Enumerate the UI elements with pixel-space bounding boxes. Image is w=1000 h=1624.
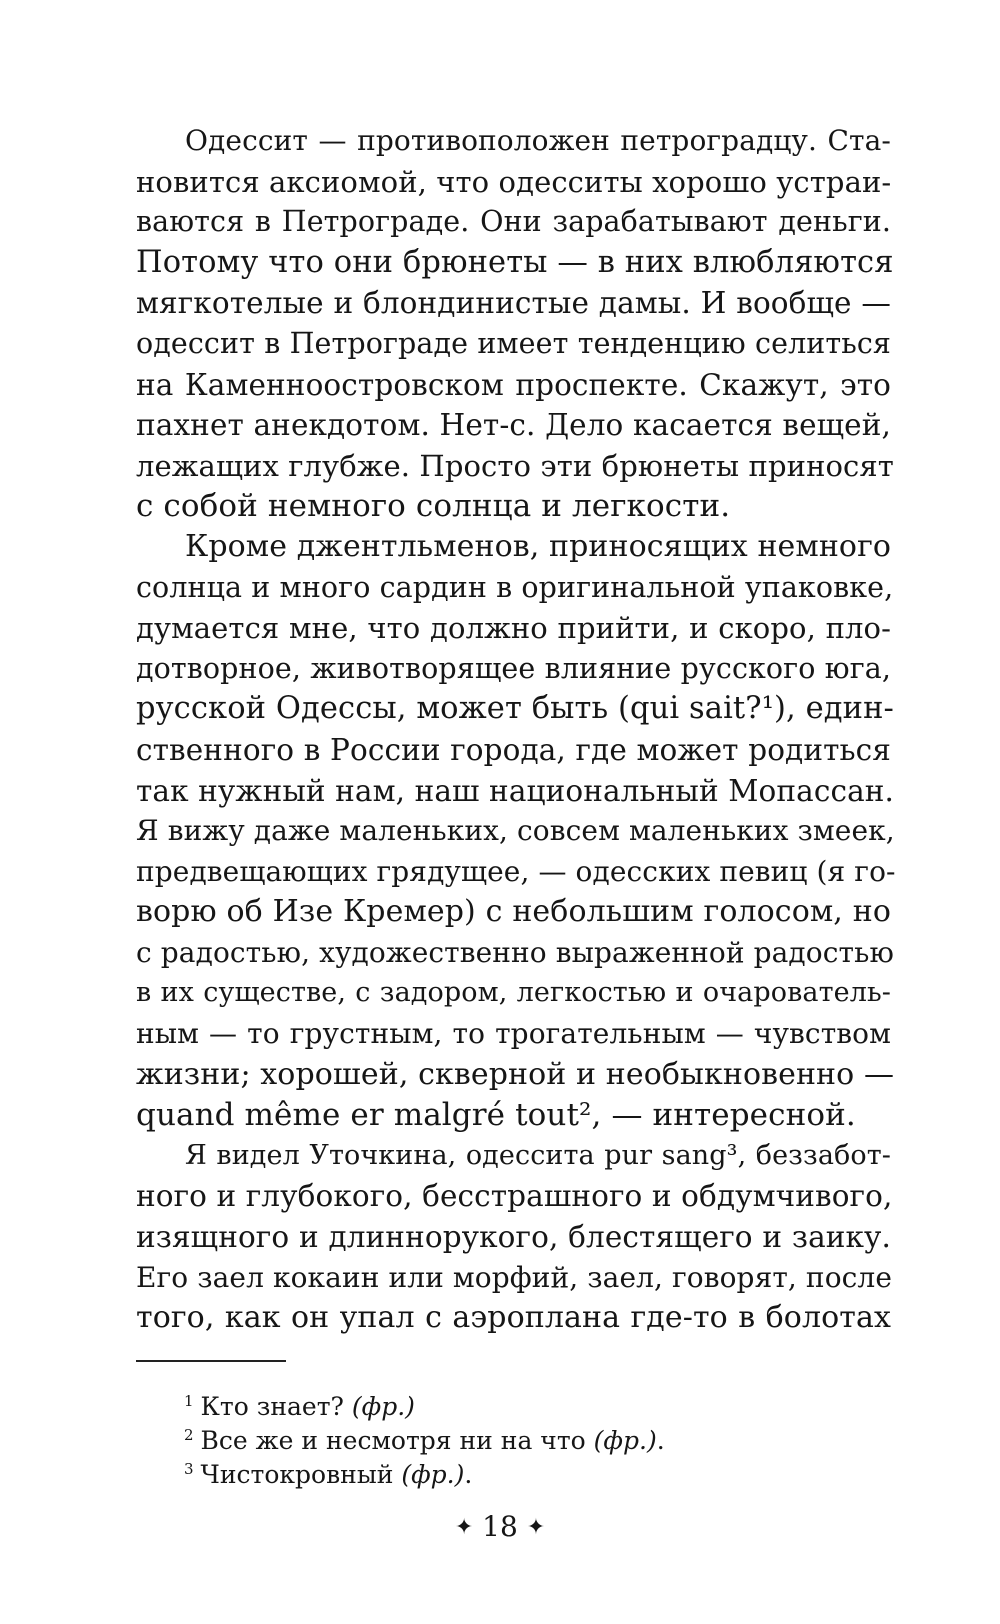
footnote-text: Чистокровный: [200, 1460, 402, 1489]
footnote-tail: .: [464, 1460, 473, 1489]
text-line: в их существе, с задором, легкостью и очарователь-: [136, 977, 891, 1009]
footnote-text: Кто знает?: [200, 1392, 352, 1421]
footnote-number: 3: [184, 1460, 194, 1478]
text-line: quand même er malgré tout², — интересной.: [136, 1097, 856, 1134]
text-line: ного и глубокого, бесстрашного и обдумчивого,: [136, 1179, 893, 1214]
text-line: с радостью, художественно выраженной радостью: [136, 935, 894, 969]
text-line: на Каменноостровском проспекте. Скажут, это: [136, 367, 891, 402]
text-line: ственного в России города, где может родиться: [136, 732, 891, 767]
footnote-text: Все же и несмотря ни на что: [200, 1426, 594, 1455]
footnote-number: 2: [184, 1426, 194, 1444]
text-line: лежащих глубже. Просто эти брюнеты приносят: [136, 448, 894, 483]
text-line: с собой немного солнца и легкости.: [136, 488, 731, 525]
text-line: пахнет анекдотом. Нет-с. Дело касается вещей,: [136, 408, 891, 443]
ornament-left-icon: ✦: [454, 1515, 474, 1540]
text-line: так нужный нам, наш национальный Мопассан.: [136, 773, 895, 808]
text-line: ваются в Петрограде. Они зарабатывают деньги.: [136, 205, 891, 239]
text-line: мягкотелые и блондинистые дамы. И вообще —: [136, 286, 891, 321]
text-line: Одессит — противоположен петроградцу. Ста-: [185, 124, 891, 157]
footnote-number: 1: [184, 1392, 194, 1410]
text-line: думается мне, что должно прийти, и скоро, пло-: [136, 611, 891, 646]
text-line: Его заел кокаин или морфий, заел, говорят, после: [136, 1260, 892, 1294]
text-line: Потому что они брюнеты — в них влюбляются: [136, 244, 894, 280]
page-body-text: [136, 121, 896, 1339]
footnote-divider: [136, 1360, 286, 1362]
text-line: ным — то грустным, то трогательным — чувством: [136, 1017, 891, 1051]
footnotes: [184, 1384, 884, 1489]
footnote-lang: (фр.): [401, 1460, 465, 1489]
text-line: новится аксиомой, что одесситы хорошо устраи-: [136, 164, 892, 199]
text-line: солнца и много сардин в оригинальной упаковке,: [136, 570, 894, 604]
footnote-lang: (фр.): [351, 1392, 415, 1421]
text-line: одессит в Петрограде имеет тенденцию селиться: [136, 326, 891, 360]
footnote-3: [184, 1452, 884, 1489]
text-line: того, как он упал с аэроплана где-то в болотах: [136, 1300, 891, 1336]
text-line: ворю об Изе Кремер) с небольшим голосом, но: [136, 894, 891, 930]
text-line: Я видел Уточкина, одессита pur sang³, беззабот-: [185, 1139, 891, 1171]
text-line: жизни; хорошей, скверной и необыкновенно —: [136, 1056, 895, 1092]
page-number: [0, 1510, 1000, 1545]
text-line: Я вижу даже маленьких, совсем маленьких змеек,: [136, 814, 895, 848]
footnote-lang: (фр.): [593, 1426, 657, 1455]
text-line: изящного и длиннорукого, блестящего и заику.: [136, 1220, 891, 1255]
ornament-right-icon: ✦: [526, 1515, 546, 1540]
text-line: предвещающих грядущее, — одесских певиц (я го-: [136, 854, 896, 888]
footnote-tail: .: [656, 1426, 665, 1455]
page-number-value: 18: [482, 1510, 518, 1543]
footnote-2: [184, 1418, 884, 1455]
text-line: Кроме джентльменов, приносящих немного: [185, 528, 892, 564]
text-line: дотворное, животворящее влияние русского юга,: [136, 651, 891, 685]
footnote-1: [184, 1384, 884, 1421]
text-line: русской Одессы, может быть (qui sait?¹), един-: [136, 691, 894, 727]
